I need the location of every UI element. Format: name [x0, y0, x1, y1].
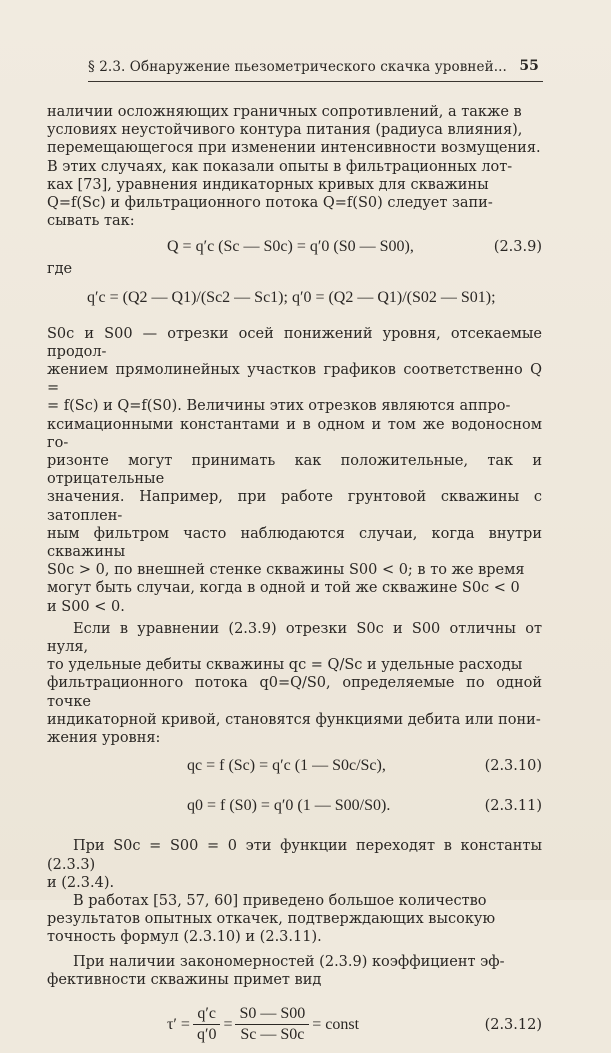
text-line: В этих случаях, как показали опыты в фильтрационных лот- — [47, 158, 513, 175]
text-line: ксимационными константами и в одном и том же водоносном го- — [47, 416, 542, 451]
fraction-numerator: S0 — S00 — [235, 1004, 309, 1025]
fraction-efficiency — [193, 1004, 221, 1045]
fraction-denominator: Sc — S0c — [240, 1026, 305, 1044]
text-line: S0c и S00 — отрезки осей понижений уровня, отсекаемые продол- — [47, 325, 542, 360]
paragraph-2 — [47, 325, 542, 616]
header-rule — [88, 81, 543, 82]
text-line: фективности скважины примет вид — [47, 971, 322, 988]
equation-number: (2.3.11) — [484, 798, 542, 815]
equation-expression: qc = f (Sc) = q′c (1 — S0c/Sc), — [187, 757, 386, 775]
text-line: точность формул (2.3.10) и (2.3.11). — [47, 929, 322, 946]
paragraph-4 — [47, 837, 542, 892]
paragraph-5 — [47, 892, 542, 947]
text-line: При S0c = S00 = 0 эти функции переходят в константы (2.3.3) — [47, 838, 542, 873]
fraction-numerator: q′c — [193, 1004, 221, 1025]
fraction-denominator: q′0 — [196, 1026, 217, 1044]
text-line: могут быть случаи, когда в одной и той же скважине S0c < 0 — [47, 580, 520, 597]
equation-number: (2.3.10) — [484, 758, 542, 775]
paragraph-6 — [47, 953, 542, 989]
text-line: наличии осложняющих граничных сопротивлений, а также в — [47, 104, 522, 120]
text-line: S0c > 0, по внешней стенке скважины S00 < 0; в то же время — [47, 562, 525, 579]
equation-2-3-9 — [47, 234, 542, 260]
equation-lhs: τ′ = — [167, 1015, 190, 1033]
text-line: В работах [53, 57, 60] приведено большое количество — [73, 892, 487, 909]
paragraph-1 — [47, 103, 542, 230]
text-line: фильтрационного потока q0=Q/S0, определяемые по одной точке — [47, 675, 542, 710]
text-line: ках [73], уравнения индикаторных кривых для скважины — [47, 176, 489, 193]
equation-number: (2.3.12) — [484, 1016, 542, 1033]
paragraph-3 — [47, 620, 542, 747]
where-label: где — [47, 261, 73, 278]
equation-2-3-10 — [47, 753, 542, 779]
equation-specific-yields — [47, 285, 542, 311]
page-number: 55 — [519, 58, 539, 74]
equation-number: (2.3.9) — [493, 239, 542, 256]
text-line: жения уровня: — [47, 730, 161, 747]
text-line: и (2.3.4). — [47, 874, 115, 891]
text-line: условиях неустойчивого контура питания (радиуса влияния), — [47, 122, 523, 139]
text-line: При наличии закономерностей (2.3.9) коэффициент эф- — [73, 953, 505, 970]
text-line: Если в уравнении (2.3.9) отрезки S0c и S00 отличны от нуля, — [47, 620, 542, 656]
text-line: значения. Например, при работе грунтовой скважины с затоплен- — [47, 489, 542, 524]
section-title: § 2.3. Обнаружение пьезометрического скачка уровней... — [88, 59, 507, 75]
text-line: = f(Sc) и Q=f(S0). Величины этих отрезков являются аппро- — [47, 398, 511, 415]
text-line: индикаторной кривой, становятся функциями дебита или пони- — [47, 711, 541, 728]
equation-2-3-11 — [47, 793, 542, 819]
text-line: то удельные дебиты скважины qc = Q/Sc и удельные расходы — [47, 657, 523, 674]
text-line: сывать так: — [47, 213, 135, 230]
page-body — [47, 103, 542, 1053]
equation-expression: q0 = f (S0) = q′0 (1 — S00/S0). — [187, 797, 391, 815]
text-line: ным фильтром часто наблюдаются случаи, когда внутри скважины — [47, 525, 542, 561]
equation-expression: q′c = (Q2 — Q1)/(Sc2 — Sc1); q′0 = (Q2 — Q1)/(S02 — S01); — [87, 288, 496, 306]
text-line: ризонте могут принимать как положительные, так и отрицательные — [47, 453, 542, 488]
equation-expression: Q = q′c (Sc — S0c) = q′0 (S0 — S00), — [167, 238, 414, 256]
text-line: жением прямолинейных участков графиков соответственно Q = — [47, 362, 542, 397]
text-line: перемещающегося при изменении интенсивности возмущения. — [47, 140, 541, 157]
equation-2-3-12: τ′ = $\frac{q'c}{q'0}$ = $\frac{S0 — S00}{Sc — S0c}$ = const (2.3.12) — [167, 1005, 542, 1044]
text-line: и S00 < 0. — [47, 598, 125, 615]
fraction-drawdown — [235, 1004, 309, 1045]
equation-rhs: = const — [312, 1015, 360, 1033]
text-line: Q=f(Sc) и фильтрационного потока Q=f(S0) следует запи- — [47, 195, 493, 212]
text-line: результатов опытных откачек, подтверждающих высокую — [47, 911, 496, 928]
